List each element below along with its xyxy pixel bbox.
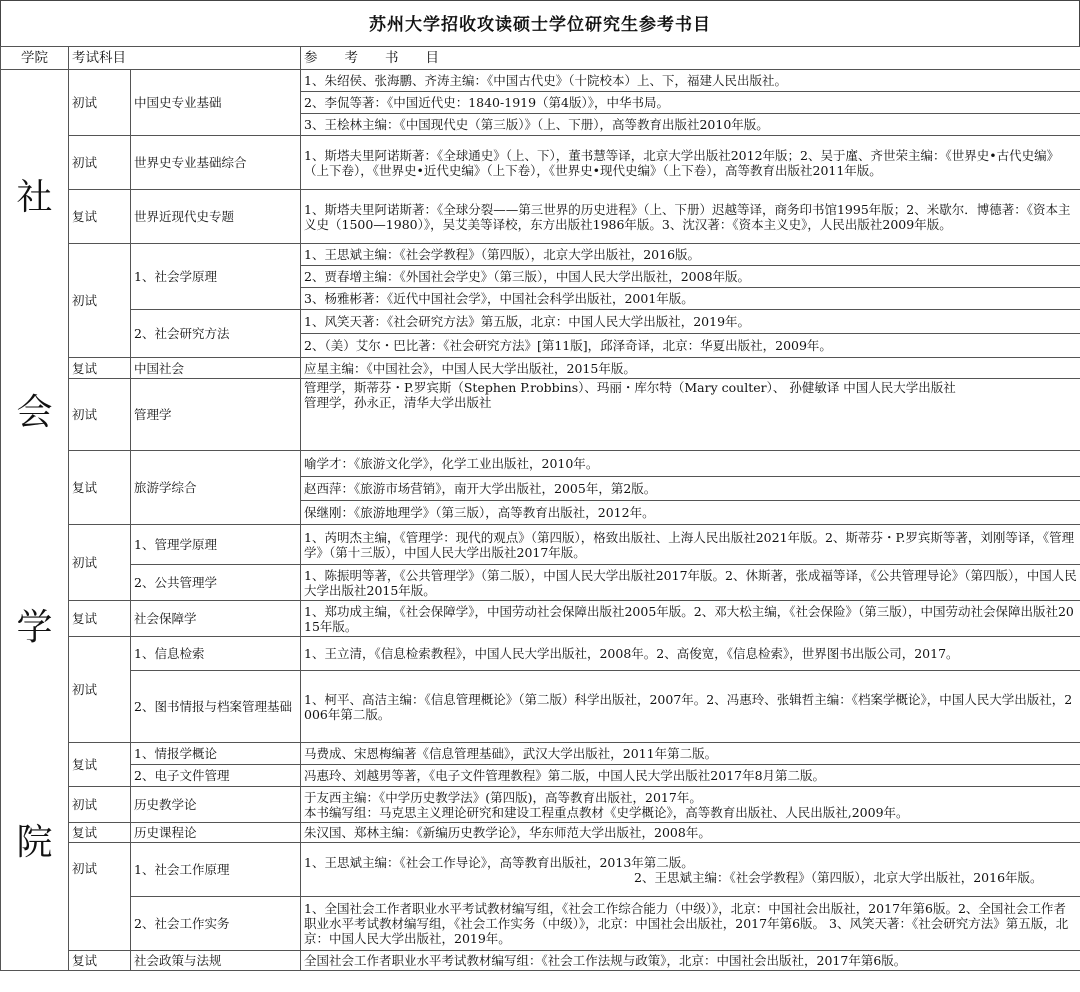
subject-name: 1、社会学原理 xyxy=(131,244,301,310)
ref-line: 本书编写组：马克思主义理论研究和建设工程重点教材《史学概论》，高等教育出版社、人民出版社,2009年。 xyxy=(304,804,909,820)
ref-entry: 1、王立清，《信息检索教程》，中国人民大学出版社，2008年。2、高俊宽，《信息检索》，世界图书出版公司，2017。 xyxy=(301,637,1080,671)
exam-type: 复试 xyxy=(69,951,131,971)
exam-type: 复试 xyxy=(69,358,131,379)
ref-line: 管理学，斯蒂芬・P.罗宾斯（Stephen P.robbins）、玛丽・库尔特（Mary coulter）、 孙健敏译 中国人民大学出版社 xyxy=(304,380,956,395)
exam-type: 复试 xyxy=(69,743,131,787)
ref-entry: 1、朱绍侯、张海鹏、齐涛主编：《中国古代史》（十院校本）上、下，福建人民出版社。 xyxy=(301,70,1080,92)
ref-entry: 全国社会工作者职业水平考试教材编写组：《社会工作法规与政策》，北京：中国社会出版社，2017年第6版。 xyxy=(301,951,1080,971)
header-row xyxy=(1,47,1080,70)
subject-name: 历史教学论 xyxy=(131,787,301,823)
exam-type: 初试 xyxy=(69,637,131,743)
subject-name: 中国史专业基础 xyxy=(131,70,301,136)
subject-name: 1、社会工作原理 xyxy=(131,843,301,897)
ref-entry xyxy=(301,787,1080,823)
ref-entry: 1、芮明杰主编，《管理学：现代的观点》（第四版），格致出版社、上海人民出版社2021年版。2、斯蒂芬・P.罗宾斯等著，刘刚等译，《管理学》（第十三版），中国人民大学出版社2017年版。 xyxy=(301,525,1080,565)
subject-name: 管理学 xyxy=(131,379,301,451)
ref-entry xyxy=(301,379,1080,451)
subject-name: 2、社会工作实务 xyxy=(131,897,301,951)
ref-line: 1、王思斌主编：《社会工作导论》，高等教育出版社，2013年第二版。 xyxy=(304,854,694,870)
ref-entry: 2、贾春增主编：《外国社会学史》（第三版），中国人民大学出版社，2008年版。 xyxy=(301,266,1080,288)
ref-entry: 1、全国社会工作者职业水平考试教材编写组，《社会工作综合能力（中级）》，北京：中国社会出版社，2017年第6版。2、全国社会工作者职业水平考试教材编写组，《社会工作实务（中级）》，北京：中国社会出版社，2017年第6版。 3、风笑天著：《社会研究方法》第五版，北京：中国人民大学出版社，2019年。 xyxy=(301,897,1080,951)
exam-type: 初试 xyxy=(69,379,131,451)
ref-line: 2、王思斌主编：《社会学教程》（第四版），北京大学出版社，2016年版。 xyxy=(634,869,1043,885)
header-refs: 参 考 书 目 xyxy=(301,47,1080,70)
exam-type: 初试 xyxy=(69,136,131,190)
ref-entry: 1、风笑天著：《社会研究方法》第五版，北京：中国人民大学出版社，2019年。 xyxy=(301,310,1080,334)
exam-type: 复试 xyxy=(69,451,131,525)
ref-line: 管理学，孙永正，清华大学出版社 xyxy=(304,395,492,410)
page-title: 苏州大学招收攻读硕士学位研究生参考书目 xyxy=(0,0,1080,46)
exam-type: 初试 xyxy=(69,244,131,358)
ref-entry: 保继刚：《旅游地理学》（第三版），高等教育出版社，2012年。 xyxy=(301,501,1080,525)
subject-name: 1、信息检索 xyxy=(131,637,301,671)
ref-entry: 3、王桧林主编：《中国现代史（第三版）》（上、下册），高等教育出版社2010年版。 xyxy=(301,114,1080,136)
exam-type: 初试 xyxy=(69,843,131,951)
ref-entry: 1、陈振明等著，《公共管理学》（第二版），中国人民大学出版社2017年版。2、休斯著，张成福等译，《公共管理导论》（第四版），中国人民大学出版社2015年版。 xyxy=(301,565,1080,601)
college-char: 会 xyxy=(16,392,53,433)
subject-name: 社会政策与法规 xyxy=(131,951,301,971)
subject-name: 2、电子文件管理 xyxy=(131,765,301,787)
ref-entry: 1、斯塔夫里阿诺斯著：《全球通史》（上、下），董书慧等译，北京大学出版社2012年版；2、吴于廑、齐世荣主编：《世界史•古代史编》（上下卷），《世界史•近代史编》（上下卷），《世界史•现代史编》（上下卷），高等教育出版社2011年版。 xyxy=(301,136,1080,190)
subject-name: 旅游学综合 xyxy=(131,451,301,525)
college-char: 学 xyxy=(16,607,53,648)
exam-type: 复试 xyxy=(69,190,131,244)
subject-name: 2、社会研究方法 xyxy=(131,310,301,358)
ref-line: 于友西主编：《中学历史教学法》(第四版)，高等教育出版社，2017年。 xyxy=(304,789,702,805)
subject-name: 世界近现代史专题 xyxy=(131,190,301,244)
ref-entry: 2、李侃等著：《中国近代史：1840-1919（第4版）》，中华书局。 xyxy=(301,92,1080,114)
ref-entry: 应星主编：《中国社会》，中国人民大学出版社，2015年版。 xyxy=(301,358,1080,379)
college-name xyxy=(4,90,65,950)
subject-name: 历史课程论 xyxy=(131,823,301,843)
ref-entry: 朱汉国、郑林主编：《新编历史教学论》，华东师范大学出版社，2008年。 xyxy=(301,823,1080,843)
subject-name: 1、情报学概论 xyxy=(131,743,301,765)
ref-entry: 1、郑功成主编，《社会保障学》，中国劳动社会保障出版社2005年版。2、邓大松主编，《社会保险》（第三版），中国劳动社会保障出版社2015年版。 xyxy=(301,601,1080,637)
header-subject: 考试科目 xyxy=(69,47,301,70)
exam-type: 初试 xyxy=(69,70,131,136)
exam-type: 初试 xyxy=(69,787,131,823)
subject-name: 中国社会 xyxy=(131,358,301,379)
subject-name: 1、管理学原理 xyxy=(131,525,301,565)
exam-type: 初试 xyxy=(69,525,131,601)
exam-type: 复试 xyxy=(69,601,131,637)
college-cell xyxy=(1,70,69,971)
subject-name: 2、图书情报与档案管理基础 xyxy=(131,671,301,743)
header-college: 学院 xyxy=(1,47,69,70)
ref-entry xyxy=(301,843,1080,897)
subject-name: 世界史专业基础综合 xyxy=(131,136,301,190)
ref-entry: 1、柯平、高洁主编：《信息管理概论》（第二版）科学出版社，2007年。2、冯惠玲、张辑哲主编：《档案学概论》，中国人民大学出版社，2006年第二版。 xyxy=(301,671,1080,743)
ref-entry: 马费成、宋恩梅编著《信息管理基础》，武汉大学出版社，2011年第二版。 xyxy=(301,743,1080,765)
college-char: 社 xyxy=(16,177,53,218)
exam-type: 复试 xyxy=(69,823,131,843)
ref-entry: 1、斯塔夫里阿诺斯著：《全球分裂——第三世界的历史进程》（上、下册）迟越等译，商务印书馆1995年版；2、米歇尔．博德著：《资本主义史（1500—1980）》，吴艾美等译校，东方出版社1986年版。3、沈汉著：《资本主义史》，人民出版社2009年版。 xyxy=(301,190,1080,244)
ref-entry: 赵西萍：《旅游市场营销》，南开大学出版社，2005年，第2版。 xyxy=(301,477,1080,501)
ref-entry: 冯惠玲、刘越男等著，《电子文件管理教程》第二版，中国人民大学出版社2017年8月第二版。 xyxy=(301,765,1080,787)
subject-name: 社会保障学 xyxy=(131,601,301,637)
bibliography-table xyxy=(0,46,1080,971)
ref-entry: 2、（美）艾尔・巴比著：《社会研究方法》[第11版]，邱泽奇译，北京：华夏出版社，2009年。 xyxy=(301,334,1080,358)
ref-entry: 喻学才：《旅游文化学》，化学工业出版社，2010年。 xyxy=(301,451,1080,477)
college-char: 院 xyxy=(16,822,53,863)
subject-name: 2、公共管理学 xyxy=(131,565,301,601)
ref-entry: 3、杨雅彬著：《近代中国社会学》，中国社会科学出版社，2001年版。 xyxy=(301,288,1080,310)
ref-entry: 1、王思斌主编：《社会学教程》（第四版），北京大学出版社，2016版。 xyxy=(301,244,1080,266)
